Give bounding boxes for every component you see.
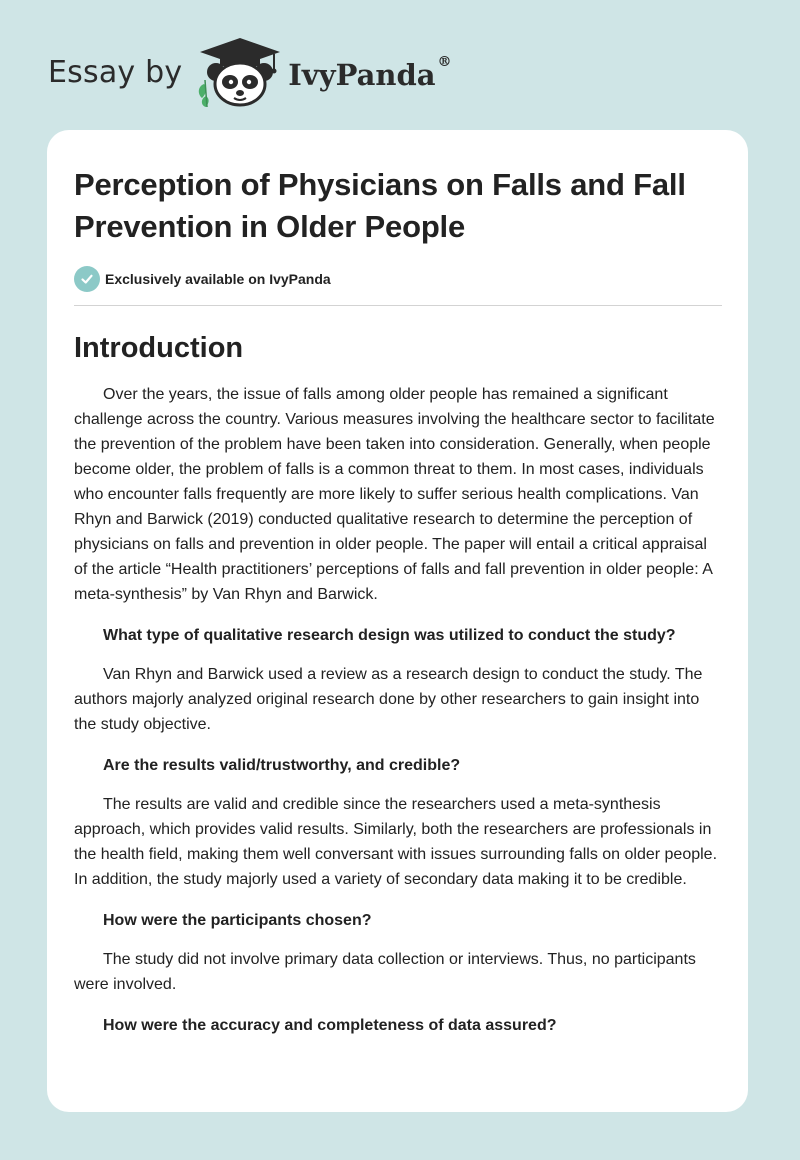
essay-by-label: Essay by [48, 54, 183, 90]
article-body [74, 382, 722, 1038]
question-heading: How were the accuracy and completeness of data assured? [103, 1017, 557, 1034]
exclusive-badge-label: Exclusively available on IvyPanda [105, 271, 331, 287]
brand-name[interactable]: IvyPanda ® [288, 54, 452, 92]
question-heading: What type of qualitative research design was utilized to conduct the study? [103, 627, 676, 644]
paragraph: The study did not involve primary data collection or interviews. Thus, no participants were involved. [74, 951, 696, 993]
divider [74, 305, 722, 306]
ivypanda-logo-icon[interactable] [194, 36, 286, 108]
question-heading: How were the participants chosen? [103, 912, 372, 929]
article-card [47, 130, 748, 1112]
registered-mark: ® [437, 54, 452, 70]
paragraph: The results are valid and credible since the researchers used a meta-synthesis approach, which provides valid results. Similarly, both the researchers are professionals in the health field, making them well conversant with issues surrounding falls on older people. In addition, the study majorly used a variety of secondary data making it to be credible. [74, 796, 718, 888]
paragraph: Van Rhyn and Barwick used a review as a research design to conduct the study. The authors majorly analyzed original research done by other researchers to gain insight into the study objective. [74, 666, 703, 733]
paragraph: Over the years, the issue of falls among older people has remained a significant challenge across the country. Various measures involving the healthcare sector to facilitate the prevention of the problem have been taken into consideration. Generally, when people become older, the problem of falls is a common threat to them. In most cases, individuals who encounter falls frequently are more likely to suffer serious health complications. Van Rhyn and Barwick (2019) conducted qualitative research to determine the perception of physicians on falls and prevention in older people. The paper will entail a critical appraisal of the article “Health practitioners’ perceptions of falls and fall prevention in older people: A meta-synthesis” by Van Rhyn and Barwick. [74, 386, 715, 603]
question-heading: Are the results valid/trustworthy, and credible? [103, 757, 461, 774]
exclusive-badge [74, 266, 722, 292]
site-header [48, 36, 452, 108]
section-heading: Introduction [74, 332, 244, 364]
article-title: Perception of Physicians on Falls and Fall Prevention in Older People [74, 167, 686, 244]
check-icon [74, 266, 100, 292]
